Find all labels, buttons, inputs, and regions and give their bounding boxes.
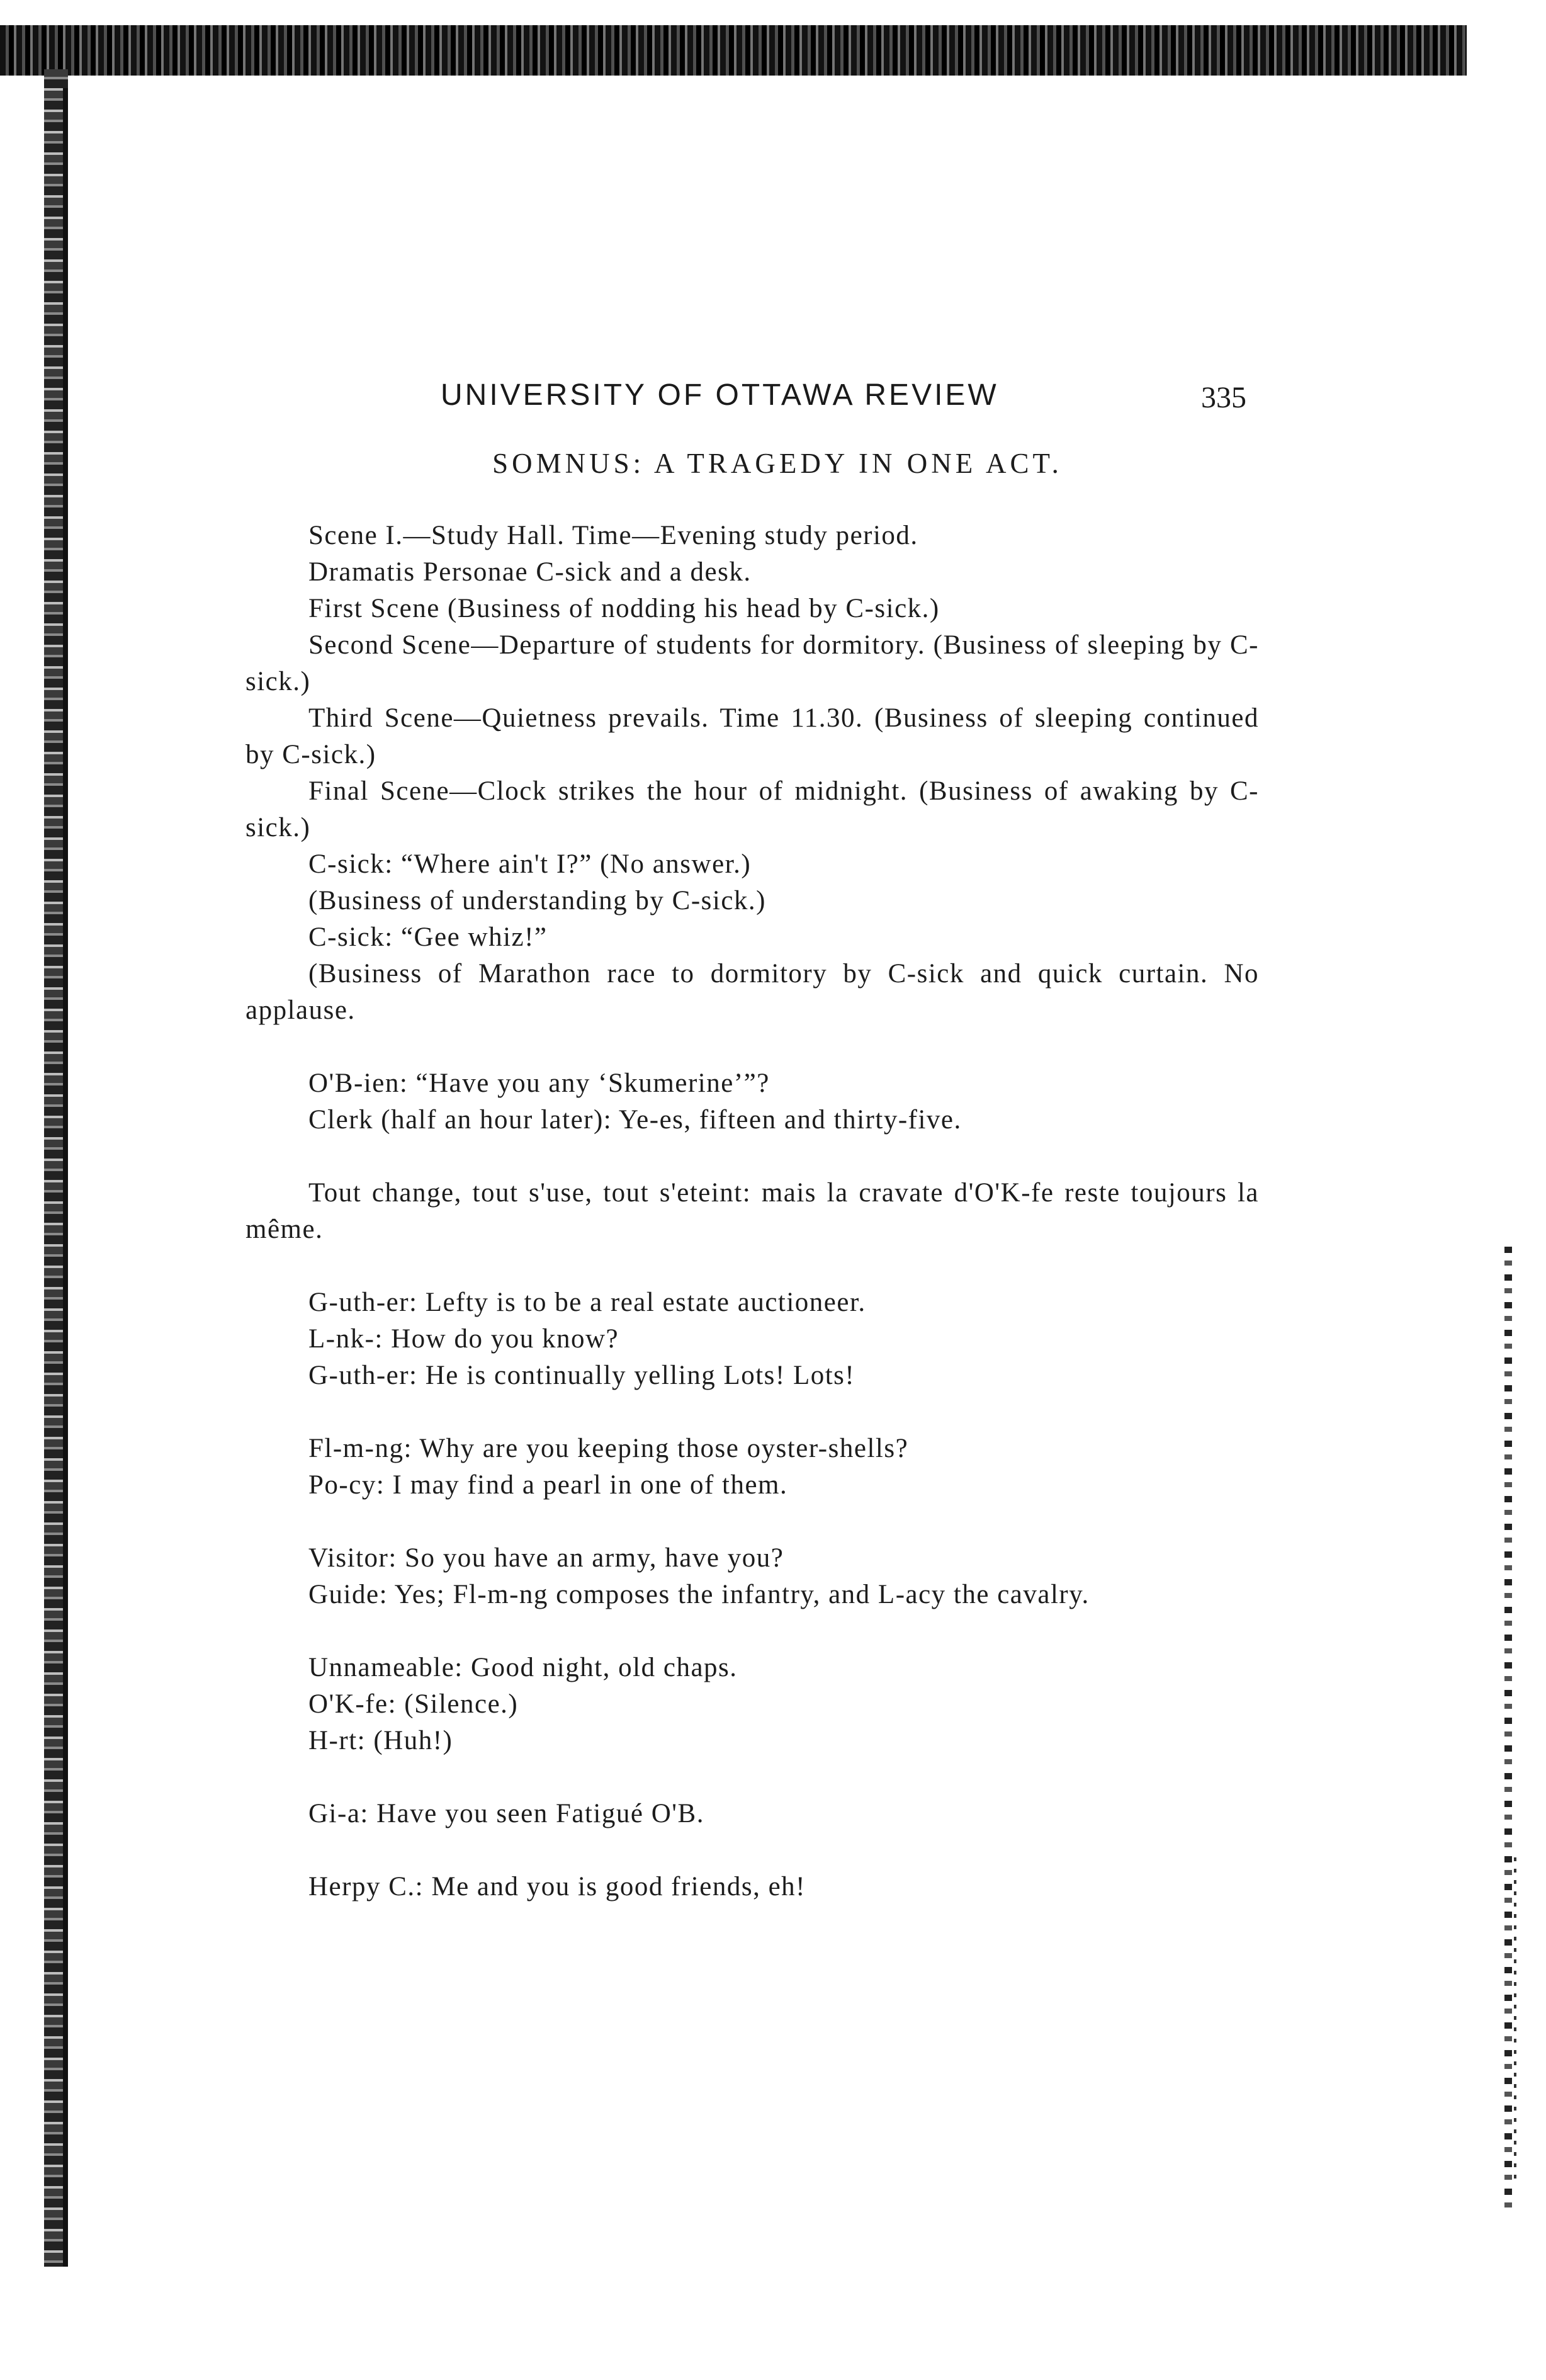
section-gap (245, 1613, 1259, 1650)
page-number: 335 (1201, 381, 1246, 414)
section-gap (245, 1394, 1259, 1431)
page-header (245, 353, 1259, 422)
paragraph: Gi-a: Have you seen Fatigué O'B. (308, 1799, 704, 1828)
paragraph: Unnameable: Good night, old chaps. (308, 1653, 738, 1682)
paragraph: Guide: Yes; Fl-m-ng composes the infantry, and L-acy the cavalry. (308, 1580, 1090, 1609)
paragraph: Po-cy: I may find a pearl in one of them. (308, 1470, 788, 1500)
running-head: UNIVERSITY OF OTTAWA REVIEW (441, 378, 999, 412)
paragraph: H-rt: (Huh!) (308, 1726, 453, 1755)
paragraph: Fl-m-ng: Why are you keeping those oyster-shells? (308, 1434, 909, 1463)
scan-edge-right-thin (1514, 1857, 1516, 2185)
paragraph: Visitor: So you have an army, have you? (308, 1543, 784, 1573)
scan-edge-left-line (63, 88, 68, 2267)
paragraph: C-sick: “Where ain't I?” (No answer.) (308, 849, 752, 879)
paragraph: L-nk-: How do you know? (308, 1324, 619, 1354)
scan-edge-right (1504, 1247, 1512, 2216)
scan-edge-top (0, 25, 1467, 76)
paragraph: O'K-fe: (Silence.) (308, 1689, 519, 1719)
paragraph: G-uth-er: Lefty is to be a real estate auctioneer. (308, 1288, 866, 1317)
section-gap (245, 1832, 1259, 1869)
section-gap (245, 1248, 1259, 1284)
paragraph: Clerk (half an hour later): Ye-es, fifteen and thirty-five. (308, 1105, 962, 1135)
paragraph: Second Scene—Departure of students for dormitory. (Business of sleeping by C-sick.) (245, 630, 1259, 696)
paragraph: O'B-ien: “Have you any ‘Skumerine’”? (308, 1068, 770, 1098)
paragraph: Herpy C.: Me and you is good friends, eh! (308, 1872, 806, 1901)
paragraph: Third Scene—Quietness prevails. Time 11.30. (Business of sleeping continued by C-sick.) (245, 703, 1259, 769)
page-content (245, 353, 1259, 1905)
section-gap (245, 1138, 1259, 1175)
paragraph: Dramatis Personae C-sick and a desk. (308, 557, 752, 587)
paragraph: (Business of understanding by C-sick.) (308, 886, 767, 915)
paragraph: Final Scene—Clock strikes the hour of midnight. (Business of awaking by C-sick.) (245, 776, 1259, 842)
article-title: SOMNUS: A TRAGEDY IN ONE ACT. (492, 448, 1063, 479)
paragraph: Scene I.—Study Hall. Time—Evening study period. (308, 521, 918, 550)
section-gap (245, 1759, 1259, 1796)
section-gap (245, 1029, 1259, 1065)
section-gap (245, 1504, 1259, 1540)
paragraph: Tout change, tout s'use, tout s'eteint: mais la cravate d'O'K-fe reste toujours la même. (245, 1178, 1259, 1244)
paragraph: (Business of Marathon race to dormitory by C-sick and quick curtain. No applause. (245, 959, 1259, 1025)
paragraph: First Scene (Business of nodding his head by C-sick.) (308, 594, 940, 623)
paragraph: C-sick: “Gee whiz!” (308, 922, 548, 952)
paragraph: G-uth-er: He is continually yelling Lots! Lots! (308, 1361, 855, 1390)
